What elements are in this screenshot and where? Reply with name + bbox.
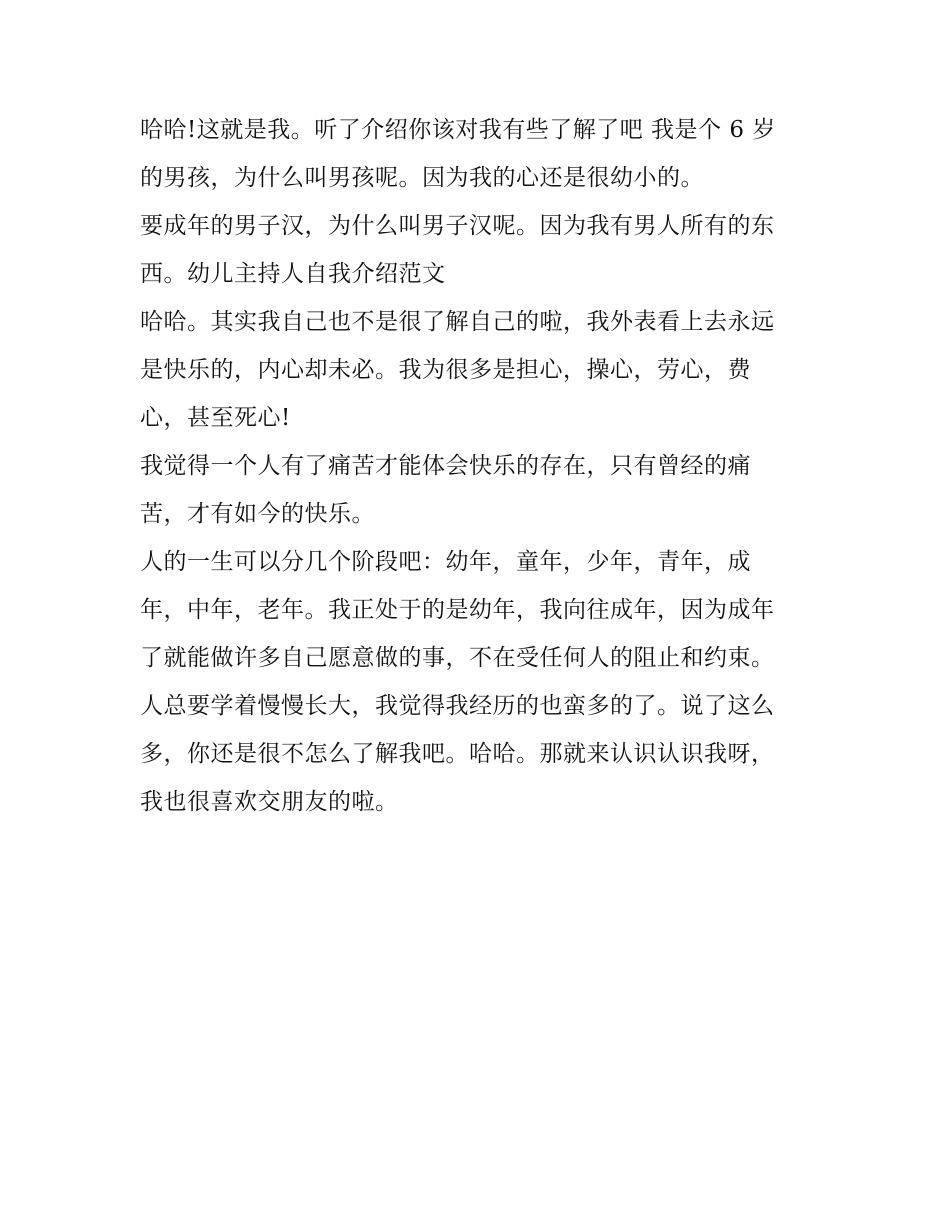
text-line: 西。幼儿主持人自我介绍范文 bbox=[140, 261, 446, 287]
text-line: 哈哈。其实我自己也不是很了解自己的啦，我外表看上去永远 bbox=[140, 309, 775, 335]
text-line: 我也很喜欢交朋友的啦。 bbox=[140, 789, 399, 815]
text-line: 是快乐的，内心却未必。我为很多是担心，操心，劳心，费 bbox=[140, 357, 751, 383]
text-line: 年，中年，老年。我正处于的是幼年，我向往成年，因为成年 bbox=[140, 597, 775, 623]
text-line: 的男孩，为什么叫男孩呢。因为我的心还是很幼小的。 bbox=[140, 165, 704, 191]
text-line: 多，你还是很不怎么了解我吧。哈哈。那就来认识认识我呀， bbox=[140, 741, 775, 767]
text-line: 苦，才有如今的快乐。 bbox=[140, 501, 375, 527]
text-line: 心，甚至死心! bbox=[140, 405, 291, 431]
text-line: 要成年的男子汉，为什么叫男子汉呢。因为我有男人所有的东 bbox=[140, 213, 775, 239]
text-line: 人的一生可以分几个阶段吧：幼年，童年，少年，青年，成 bbox=[140, 549, 751, 575]
text-line: 哈哈!这就是我。听了介绍你该对我有些了解了吧 我是个 6 岁 bbox=[140, 117, 776, 143]
text-line: 了就能做许多自己愿意做的事，不在受任何人的阻止和约束。 bbox=[140, 645, 775, 671]
text-line: 我觉得一个人有了痛苦才能体会快乐的存在，只有曾经的痛 bbox=[140, 453, 751, 479]
body-text bbox=[140, 106, 830, 826]
text-line: 人总要学着慢慢长大，我觉得我经历的也蛮多的了。说了这么 bbox=[140, 693, 775, 719]
